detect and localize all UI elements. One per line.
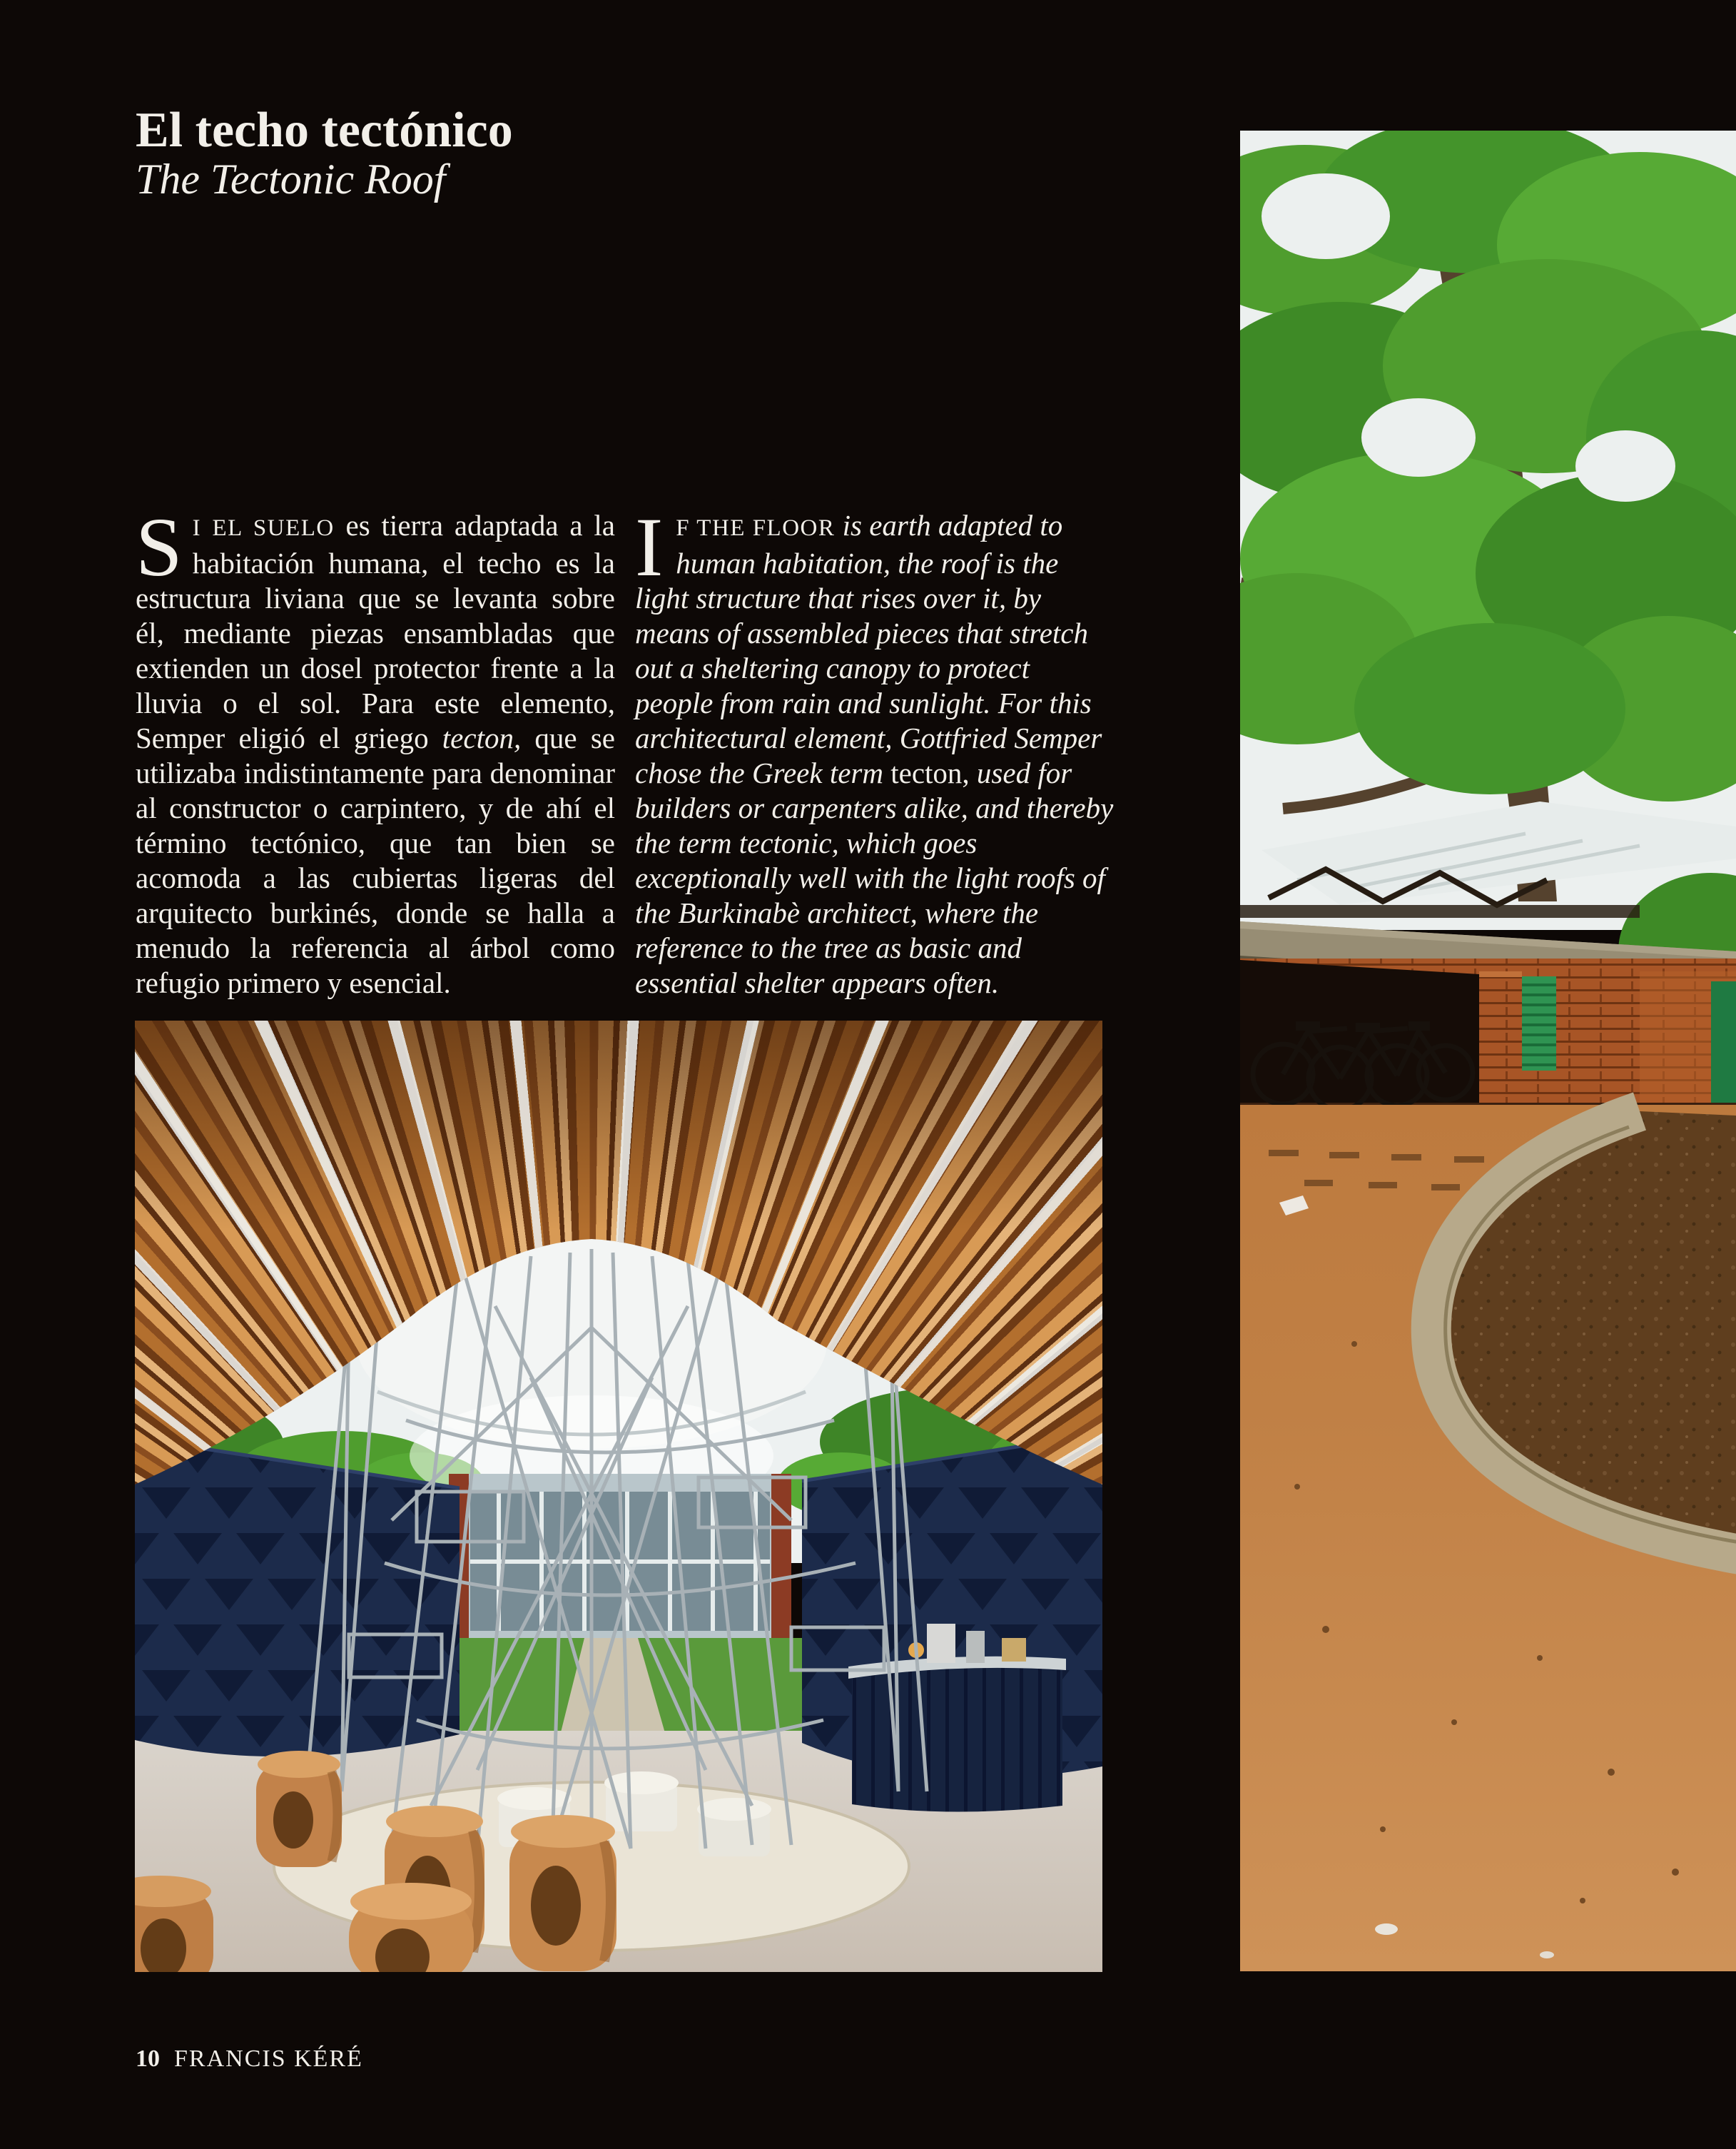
page-subtitle: The Tectonic Roof	[136, 155, 446, 203]
english-term-tecton: tecton,	[890, 757, 970, 789]
english-paragraph	[635, 500, 1115, 1001]
pavilion-photo	[135, 1021, 1102, 1972]
spanish-paragraph	[136, 500, 615, 1001]
courtyard-photo-art	[1240, 131, 1736, 1971]
wooden-stool	[349, 1883, 474, 1972]
english-body-text-2: used for builders or carpenters alike, and thereby the term tectonic, which goes exceptionally well with the light roofs of the Burkinabè architect, where the reference to the tree as basic and essential shelter appears often.	[635, 757, 1114, 999]
page-title: El techo tectónico	[136, 103, 513, 158]
page-footer	[136, 2046, 363, 2073]
courtyard-photo	[1240, 131, 1736, 1971]
spanish-drop-cap: S	[136, 500, 183, 594]
english-lead-small-caps: F THE FLOOR	[676, 515, 836, 541]
brick-building	[1240, 959, 1736, 1110]
book-title: FRANCIS KÉRÉ	[174, 2046, 363, 2072]
pavilion-photo-art	[135, 1021, 1102, 1972]
green-door	[1711, 981, 1736, 1108]
coffee-urn	[927, 1624, 955, 1663]
wooden-stool	[509, 1815, 616, 1971]
masthead	[136, 104, 513, 202]
wooden-stool	[135, 1876, 213, 1972]
page-number: 10	[136, 2046, 160, 2072]
wooden-stool	[256, 1751, 342, 1867]
spanish-term-tecton: tecton,	[442, 722, 522, 754]
brick-pier	[1479, 971, 1522, 1108]
porch-shadow	[1240, 960, 1479, 1108]
english-drop-cap: I	[635, 500, 664, 594]
spanish-lead-small-caps: I EL SUELO	[192, 515, 335, 541]
spanish-body-text-2: que se utilizaba indistintamente para denominar al constructor o carpintero, y de ahí el término tectónico, que tan bien se acomoda a las cubiertas ligeras del arquitecto burkinés, donde se halla a menudo la referencia al árbol como refugio primero y esencial.	[136, 722, 615, 999]
spanish-body-text-1: es tierra adaptada a la habitación humana, el techo es la estructura liviana que se levanta sobre él, mediante piezas ensambladas que extienden un dosel protector frente a la lluvia o el sol. Para este elemento, Semper eligió el griego	[136, 509, 615, 754]
english-body-text-1: is earth adapted to human habitation, the roof is the light structure that rises over it, by means of assembled pieces that stretch out a sheltering canopy to protect people from rain and sunlight. For this architectural element, Gottfried Semper chose the Greek term	[635, 509, 1102, 789]
